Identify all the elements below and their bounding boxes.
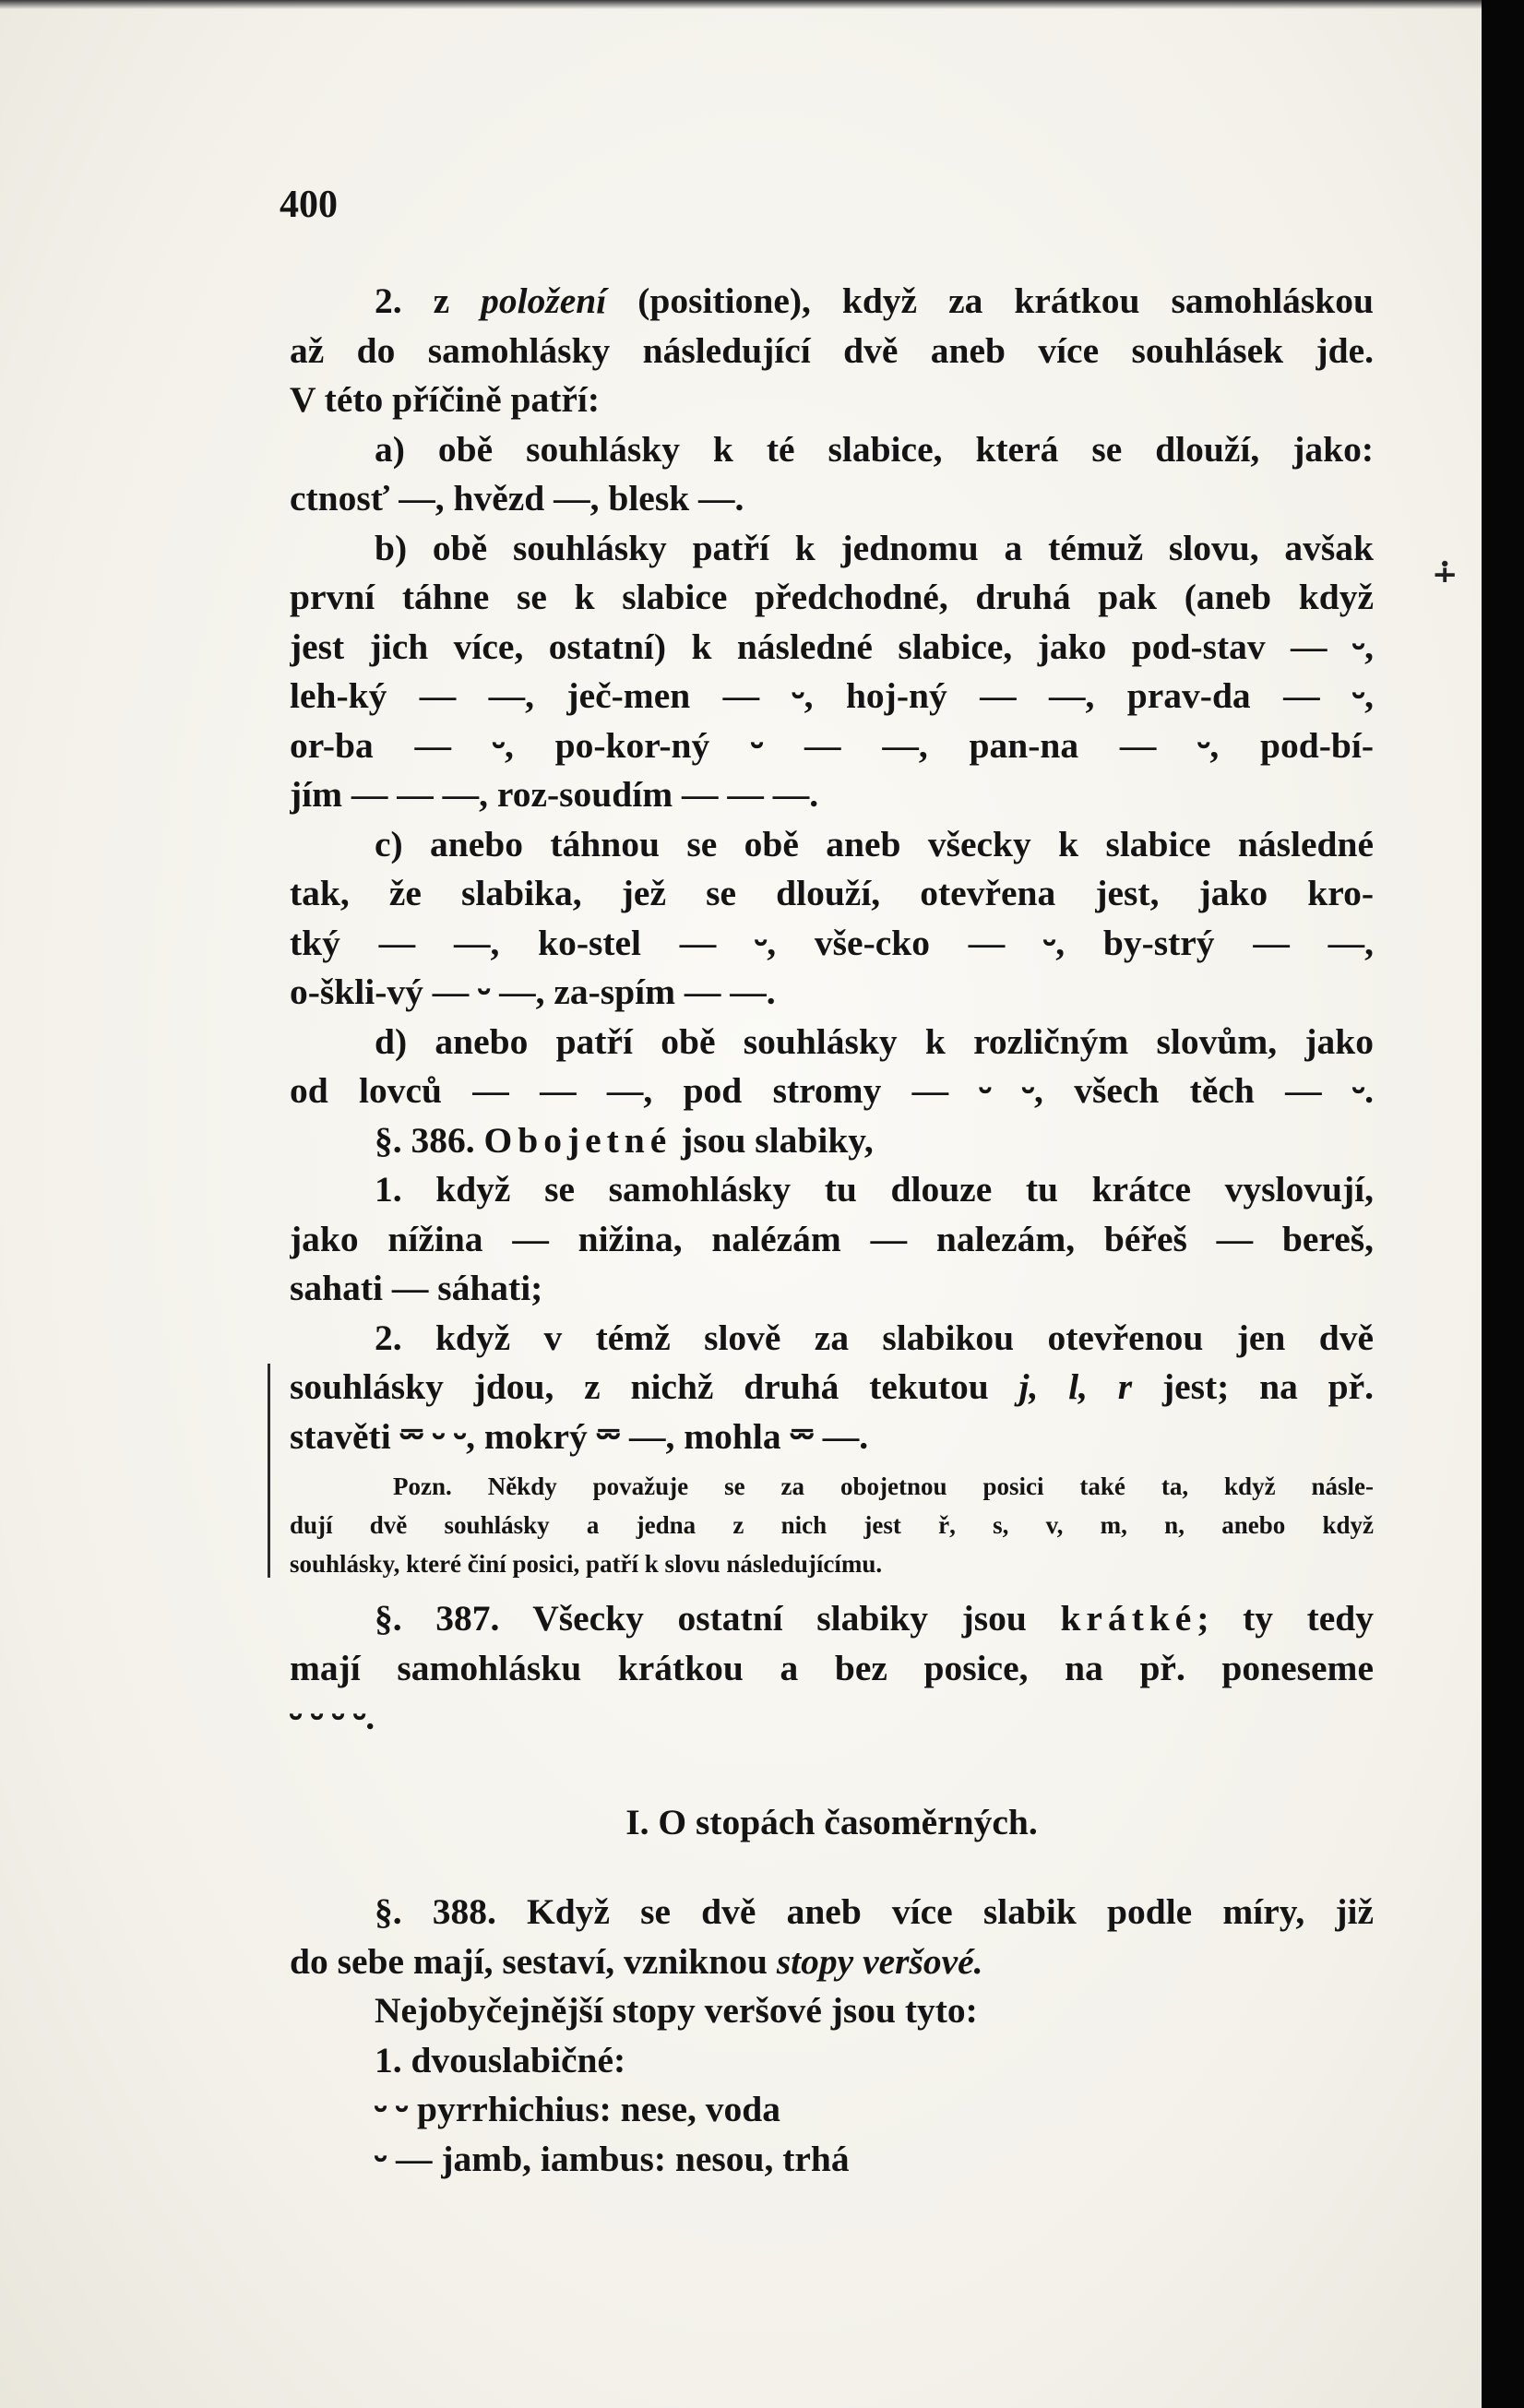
text-line: první táhne se k slabice předchodné, druhá pak (aneb když: [290, 577, 1374, 617]
note-line: souhlásky, které činí posici, patří k slovu následujícímu.: [290, 1550, 883, 1578]
scan-top-edge: [0, 0, 1482, 9]
margin-mark: ∔: [1432, 555, 1459, 590]
text-line: ctnosť —, hvězd —, blesk —.: [290, 478, 744, 519]
foot-iambus: ⏑ — jamb, iambus: nesou, trhá: [375, 2138, 850, 2179]
text-line: tak, že slabika, jež se dlouží, otevřena jest, jako kro-: [290, 873, 1374, 913]
section-386-title: §. 386. Obojetné jsou slabiky,: [375, 1119, 874, 1161]
text-line: leh-ký — —, ječ-men — ⏑, hoj-ný — —, prav-da — ⏑,: [290, 675, 1374, 716]
liquid-consonants: j, l, r: [1018, 1366, 1133, 1407]
note-line: Pozn. Někdy považuje se za obojetnou posici také ta, když násle-: [393, 1472, 1374, 1500]
footnote: [290, 1467, 1374, 1583]
text-line: Nejobyčejnější stopy veršové jsou tyto:: [375, 1990, 978, 2031]
margin-bar: [268, 1364, 270, 1578]
text-line: souhlásky jdou, z nichž druhá tekutou j, l, r jest; na př.: [290, 1366, 1374, 1407]
term-stopy-versove: stopy veršové.: [776, 1940, 983, 1982]
text-line: or-ba — ⏑, po-kor-ný ⏑ — —, pan-na — ⏑, pod-bí-: [290, 724, 1374, 766]
text-line: sahati — sáhati;: [290, 1268, 543, 1308]
text-line: c) anebo táhnou se obě aneb všecky k slabice následné: [375, 823, 1374, 864]
text-line: stavěti ⏔ ⏑ ⏑, mokrý ⏔ —, mohla ⏔ —.: [290, 1415, 869, 1457]
text-line: tký — —, ko-stel — ⏑, vše-cko — ⏑, by-strý — —,: [290, 922, 1374, 963]
foot-pyrrhichius: ⏑ ⏑ pyrrhichius: nese, voda: [375, 2089, 780, 2129]
text-line: jako nížina — nižina, nalézám — nalezám, béřeš — bereš,: [290, 1218, 1374, 1259]
text-line: 1. když se samohlásky tu dlouze tu krátce vyslovují,: [375, 1169, 1374, 1210]
text-line: od lovců — — —, pod stromy — ⏑ ⏑, všech těch — ⏑.: [290, 1070, 1374, 1111]
text-line: 2. z položení (positione), když za krátkou samohláskou: [375, 280, 1374, 321]
section-387-term: krátké: [1060, 1598, 1197, 1639]
text-line: a) obě souhlásky k té slabice, která se dlouží, jako:: [375, 428, 1374, 470]
text-line: do sebe mají, sestaví, vzniknou stopy veršové.: [290, 1940, 983, 1982]
section-388-title: §. 388. Když se dvě aneb více slabik podle míry, již: [375, 1891, 1374, 1932]
body-text: [290, 277, 1374, 2184]
text-line: až do samohlásky následující dvě aneb více souhlásek jde.: [290, 329, 1374, 371]
text-line: o-škli-vý — ⏑ —, za-spím — —.: [290, 972, 776, 1012]
note-line: dují dvě souhlásky a jedna z nich jest ř, s, v, m, n, anebo když: [290, 1511, 1374, 1539]
text-line: V této příčině patří:: [290, 379, 601, 420]
text-line: 2. když v témž slově za slabikou otevřenou jen dvě: [375, 1317, 1374, 1358]
text-line: mají samohlásku krátkou a bez posice, na př. poneseme: [290, 1647, 1374, 1688]
text-line: ⏑ ⏑ ⏑ ⏑.: [290, 1697, 375, 1737]
section-387-title: §. 387. Všecky ostatní slabiky jsou krátké; ty tedy: [375, 1598, 1374, 1639]
section-heading: I. O stopách časoměrných.: [625, 1801, 1038, 1842]
text-line: jím — — —, roz-soudím — — —.: [290, 774, 819, 815]
text-line: b) obě souhlásky patří k jednomu a témuž slovu, avšak: [375, 527, 1374, 568]
text-line: 1. dvouslabičné:: [375, 2039, 626, 2080]
section-386-term: Obojetné: [483, 1119, 673, 1161]
text-line: jest jich více, ostatní) k následné slabice, jako pod-stav — ⏑,: [290, 626, 1374, 667]
text-line: d) anebo patří obě souhlásky k rozličným slovům, jako: [375, 1020, 1374, 1062]
scan-right-edge: [1482, 0, 1524, 2408]
page-number: 400: [280, 184, 338, 226]
